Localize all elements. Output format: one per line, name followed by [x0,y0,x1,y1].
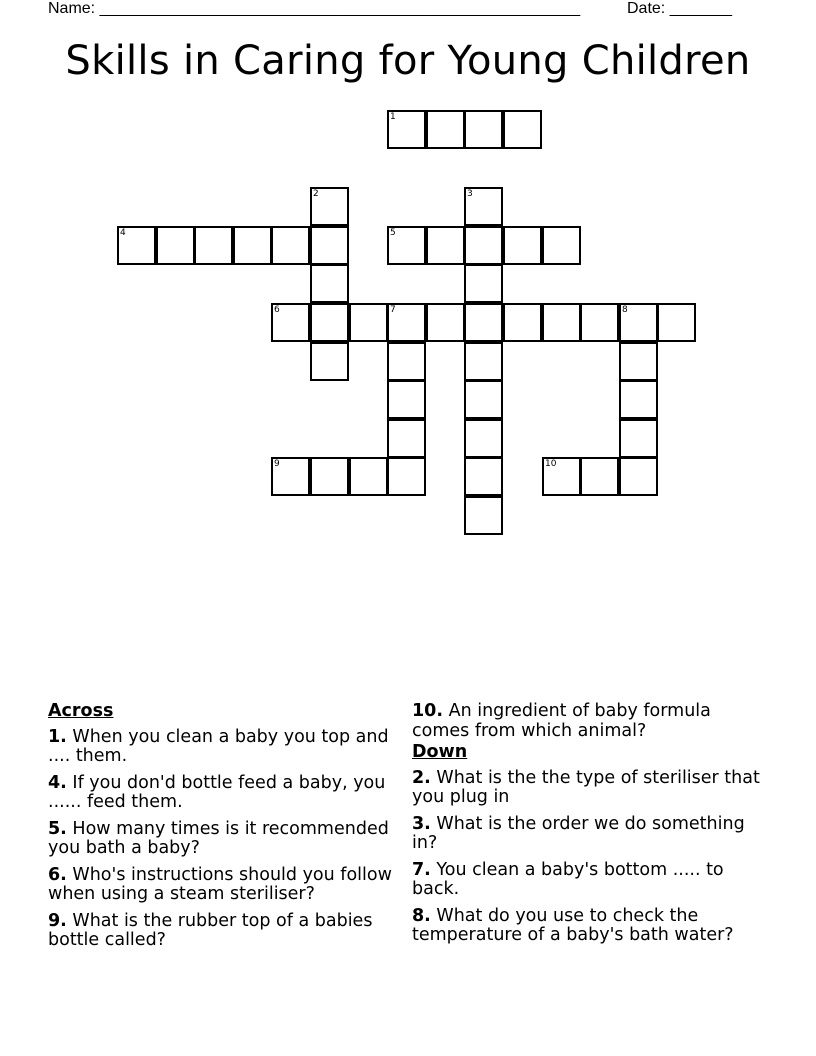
grid-cell[interactable] [464,226,503,265]
clues-column-right [412,702,772,953]
clue-number-label: 4 [120,228,126,238]
grid-cell[interactable] [657,303,696,342]
grid-cell[interactable] [349,303,388,342]
grid-cell[interactable] [387,419,426,458]
clue-text: What is the the type of steriliser that you plug in [412,767,760,807]
clue-number: 8. [412,905,431,926]
grid-cell[interactable] [464,496,503,535]
grid-cell[interactable] [464,303,503,342]
clue-down-8 [412,907,772,946]
grid-cell[interactable] [619,303,658,342]
grid-cell[interactable] [619,457,658,496]
clue-text: You clean a baby's bottom ..... to back. [412,859,724,899]
grid-cell[interactable] [580,457,619,496]
clue-text: An ingredient of baby formula comes from which animal? [412,701,711,741]
grid-cell[interactable] [426,226,465,265]
grid-cell[interactable] [464,264,503,303]
grid-cell[interactable] [542,303,581,342]
clue-number: 7. [412,859,431,880]
grid-cell[interactable] [387,303,426,342]
grid-cell[interactable] [426,110,465,149]
clue-text: How many times is it recommended you bath a baby? [48,818,389,858]
clue-number-label: 3 [467,189,473,199]
grid-cell[interactable] [387,342,426,381]
grid-cell[interactable] [503,303,542,342]
grid-cell[interactable] [310,264,349,303]
clue-number: 1. [48,726,67,747]
grid-cell[interactable] [387,226,426,265]
clue-text: If you don'd bottle feed a baby, you ...... feed them. [48,772,386,812]
grid-cell[interactable] [310,187,349,226]
grid-cell[interactable] [619,342,658,381]
clue-text: When you clean a baby you top and .... them. [48,726,389,766]
clue-across-5 [48,820,400,859]
across-heading: Across [48,701,114,721]
grid-cell[interactable] [271,226,310,265]
clue-number: 10. [412,701,444,721]
clue-number-label: 5 [390,228,396,238]
clues-column-left [48,702,400,958]
clue-down-7 [412,861,772,900]
grid-cell[interactable] [117,226,156,265]
clue-number: 3. [412,813,431,834]
clue-across-1 [48,728,400,767]
name-field-line: Name: ______________________________________________________ [48,0,581,17]
clue-across-9 [48,912,400,951]
grid-cell[interactable] [503,226,542,265]
grid-cell[interactable] [619,419,658,458]
grid-cell[interactable] [271,303,310,342]
clue-text: What is the order we do something in? [412,813,745,853]
grid-cell[interactable] [387,110,426,149]
clue-number-label: 10 [545,459,557,469]
clue-number: 5. [48,818,67,839]
down-heading: Down [412,742,468,762]
grid-cell[interactable] [426,303,465,342]
grid-cell[interactable] [271,457,310,496]
clue-number-label: 8 [622,305,628,315]
clue-number: 6. [48,864,67,885]
grid-cell[interactable] [580,303,619,342]
clue-number-label: 2 [313,189,319,199]
grid-cell[interactable] [310,342,349,381]
grid-cell[interactable] [349,457,388,496]
grid-cell[interactable] [387,457,426,496]
clue-down-3 [412,815,772,854]
page-title: Skills in Caring for Young Children [65,38,751,84]
grid-cell[interactable] [619,380,658,419]
grid-cell[interactable] [464,187,503,226]
clue-across-6 [48,866,400,905]
clue-across-10 [412,702,772,741]
date-field-line: Date: _______ [627,0,732,17]
grid-cell[interactable] [310,303,349,342]
grid-cell[interactable] [387,380,426,419]
clue-number-label: 7 [390,305,396,315]
clue-number: 2. [412,767,431,788]
grid-cell[interactable] [310,226,349,265]
grid-cell[interactable] [542,226,581,265]
grid-cell[interactable] [464,342,503,381]
clue-number: 9. [48,910,67,931]
grid-cell[interactable] [464,110,503,149]
grid-cell[interactable] [542,457,581,496]
grid-cell[interactable] [156,226,195,265]
clue-text: Who's instructions should you follow when using a steam steriliser? [48,864,392,904]
grid-cell[interactable] [194,226,233,265]
grid-cell[interactable] [464,380,503,419]
clue-number-label: 1 [390,112,396,122]
clue-text: What do you use to check the temperature of a baby's bath water? [412,905,734,945]
grid-cell[interactable] [503,110,542,149]
grid-cell[interactable] [233,226,272,265]
grid-cell[interactable] [464,457,503,496]
clue-number-label: 9 [274,459,280,469]
grid-cell[interactable] [464,419,503,458]
clue-number: 4. [48,772,67,793]
clue-text: What is the rubber top of a babies bottle called? [48,910,373,950]
clue-number-label: 6 [274,305,280,315]
clue-across-4 [48,774,400,813]
grid-cell[interactable] [310,457,349,496]
clue-down-2 [412,769,772,808]
